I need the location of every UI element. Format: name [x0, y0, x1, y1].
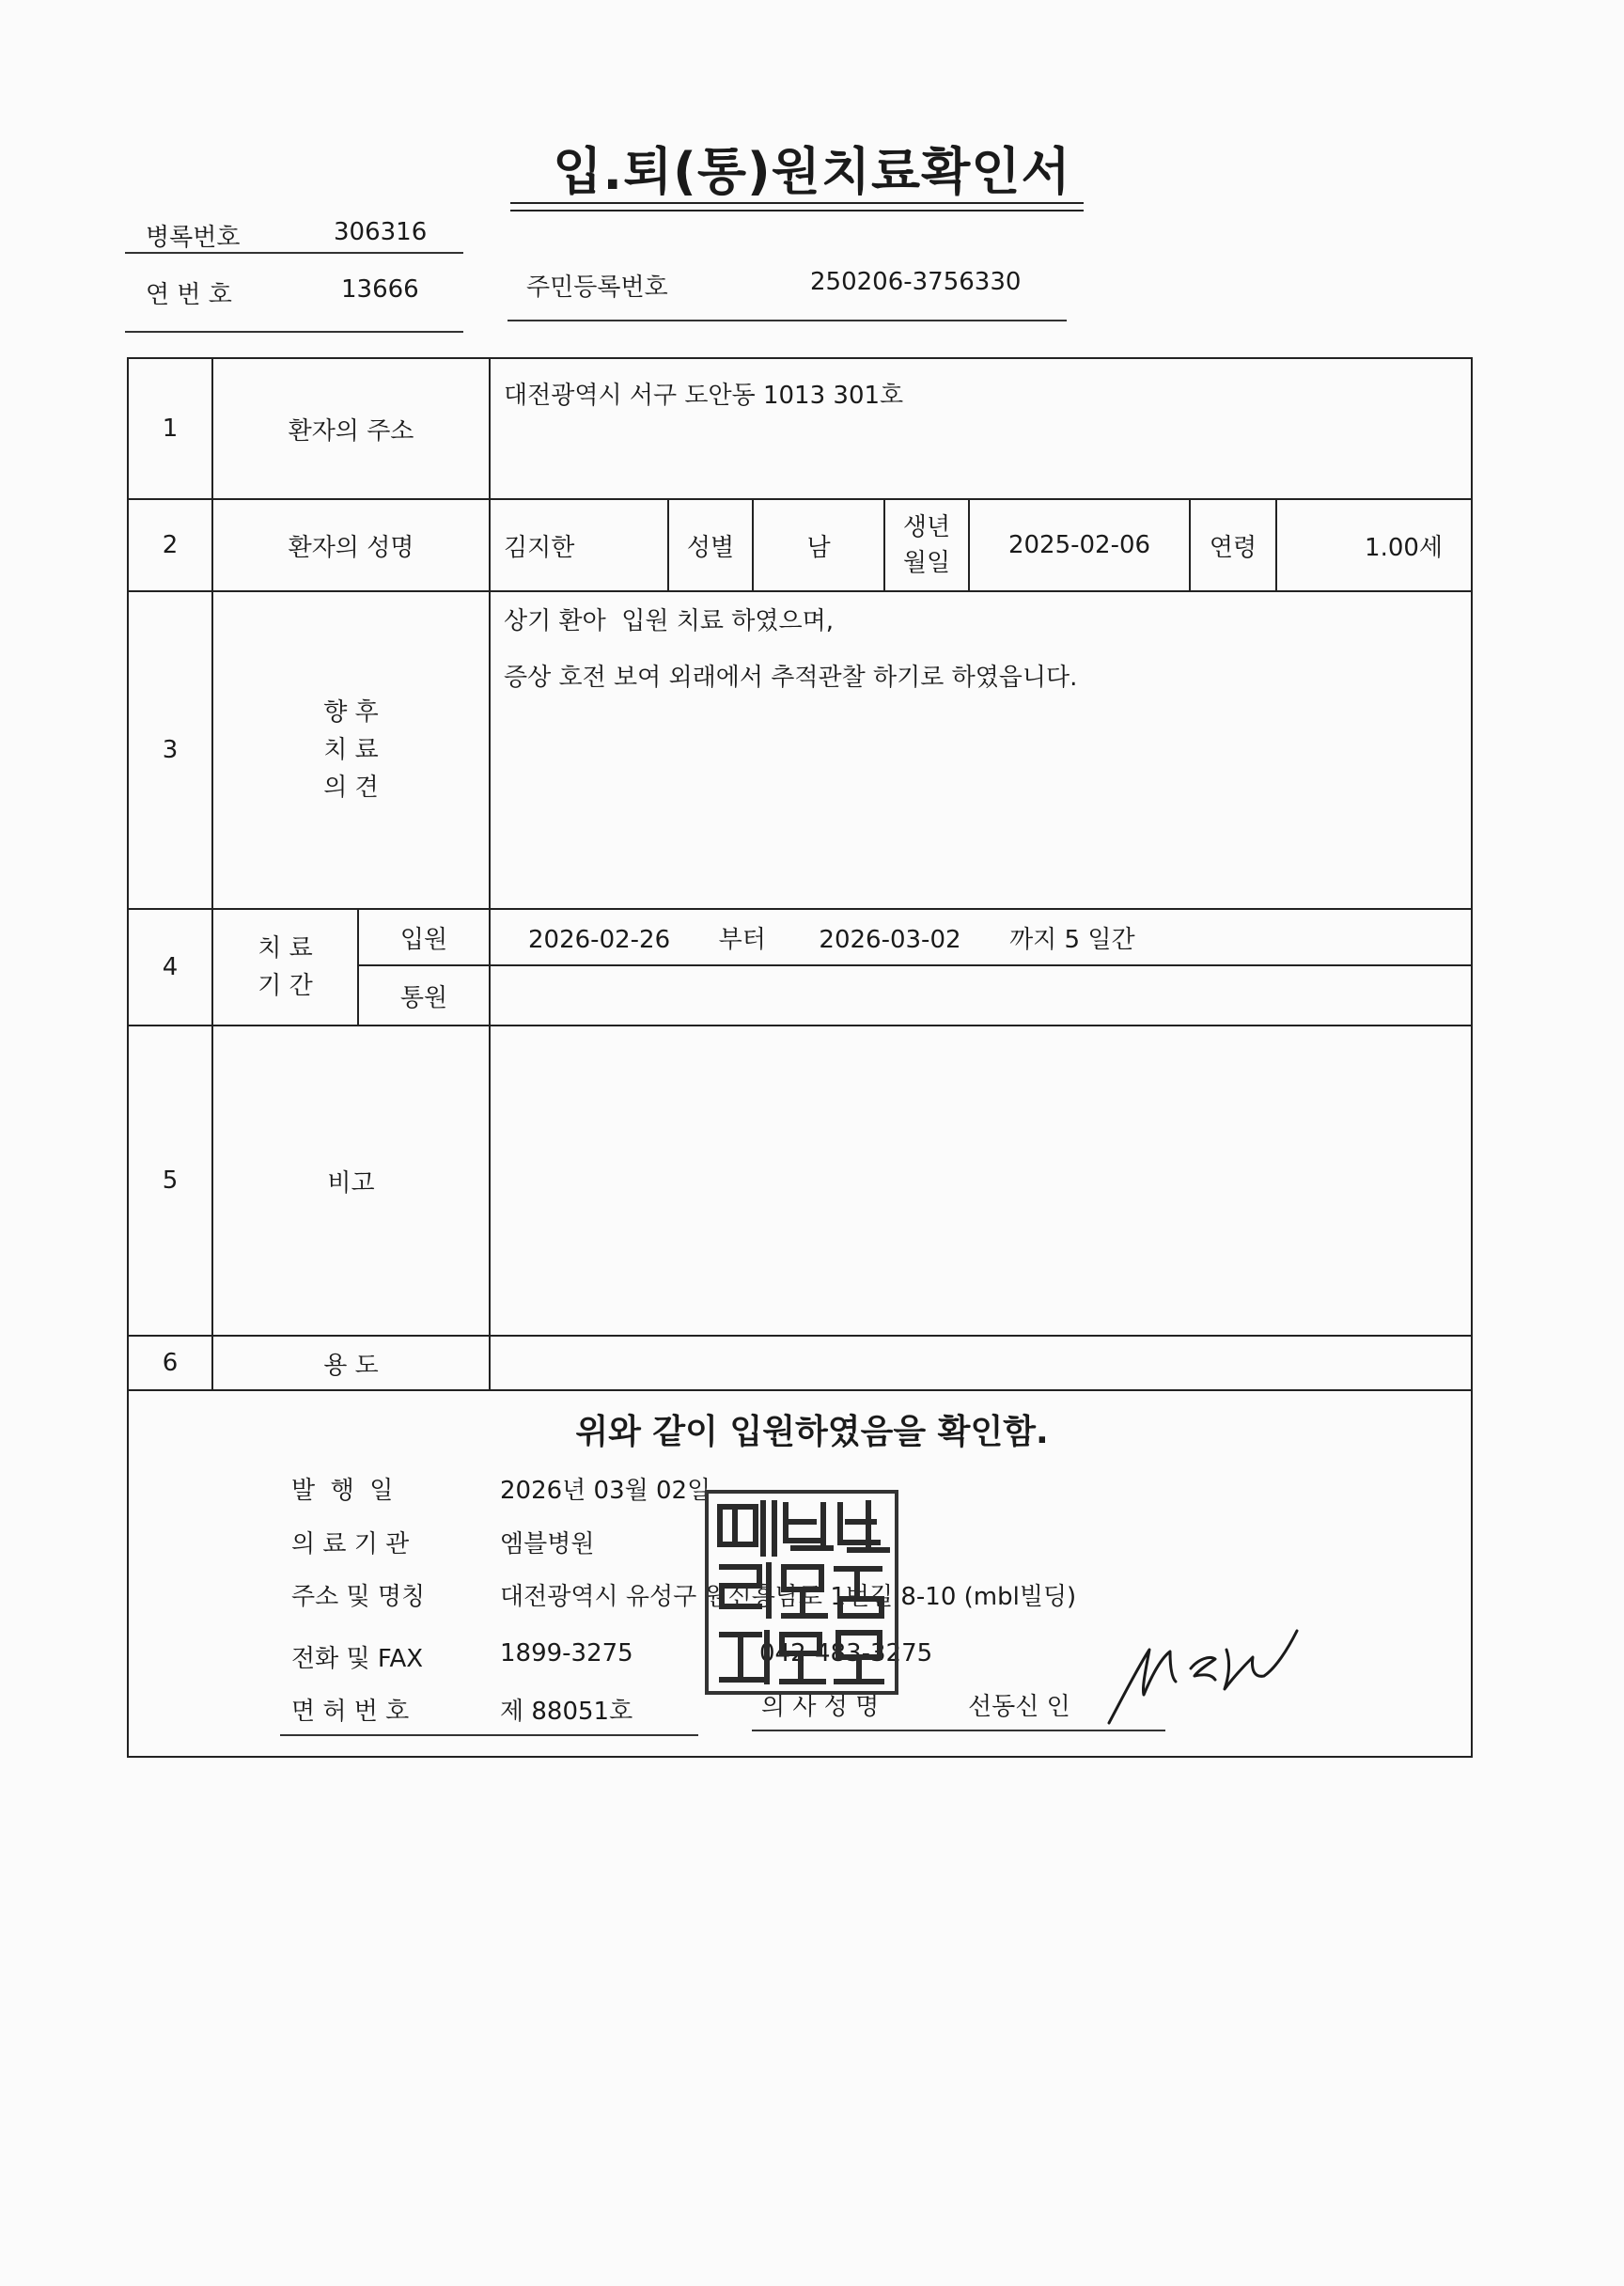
- period-label-line2: 기 간: [258, 972, 313, 1000]
- row-number: 1: [128, 358, 212, 499]
- resident-no-underline: [508, 320, 1067, 321]
- phone-label: 전화 및 FAX: [291, 1645, 424, 1673]
- chart-no-underline: [125, 252, 463, 254]
- dob-label: [884, 499, 969, 591]
- inpatient-to: 2026-03-02: [819, 925, 961, 954]
- opinion-line2: 증상 호전 보여 외래에서 추적관찰 하기로 하였읍니다.: [504, 664, 1078, 692]
- sex-label: 성별: [668, 499, 753, 591]
- opinion-label-line1: 향 후: [323, 698, 379, 727]
- address-value: 대전광역시 서구 도안동 1013 301호: [490, 358, 1472, 499]
- address-label: 환자의 주소: [212, 358, 490, 499]
- row-number: 3: [128, 591, 212, 909]
- dob-label-line2: 월일: [902, 549, 951, 577]
- inpatient-to-suffix: 까지 5 일간: [1009, 925, 1135, 954]
- inpatient-from: 2026-02-26: [528, 925, 671, 954]
- row-opinion: [128, 591, 1472, 909]
- issue-date: 2026년 03월 02일: [500, 1477, 711, 1505]
- phone-number: 1899-3275: [500, 1639, 633, 1668]
- name-label: 환자의 성명: [212, 499, 490, 591]
- row-number: 2: [128, 499, 212, 591]
- sex-value: 남: [753, 499, 884, 591]
- opinion-label-line2: 치 료: [323, 736, 379, 764]
- row-number: 4: [128, 909, 212, 1026]
- license-number: 제 88051호: [500, 1698, 633, 1726]
- age-label: 연령: [1190, 499, 1276, 591]
- hospital-seal-stamp: [705, 1490, 898, 1695]
- serial-no-value: 13666: [341, 275, 419, 304]
- doctor-signature-icon: [1104, 1612, 1311, 1738]
- outpatient-period: [490, 965, 1472, 1026]
- period-label-line1: 치 료: [258, 934, 313, 963]
- purpose-value: [490, 1336, 1472, 1390]
- remarks-label: 비고: [212, 1026, 490, 1336]
- seal-glyphs-icon: [709, 1494, 895, 1691]
- serial-no-label: 연 번 호: [146, 281, 232, 309]
- chart-no-value: 306316: [334, 218, 428, 246]
- address-label-footer: 주소 및 명칭: [291, 1583, 426, 1611]
- opinion-text: [490, 591, 1472, 909]
- row-number: 6: [128, 1336, 212, 1390]
- patient-name: 김지한: [490, 499, 668, 591]
- document-title: 입.퇴(통)원치료확인서: [553, 142, 1071, 201]
- age-value: 1.00세: [1276, 499, 1472, 591]
- resident-no-label: 주민등록번호: [526, 274, 668, 302]
- row-purpose: [128, 1336, 1472, 1390]
- address-part2: 원신흥남로 1번길 8-10 (mbl빌딩): [704, 1583, 1077, 1611]
- doctor-label: 의 사 성 명: [761, 1693, 880, 1721]
- row-remarks: [128, 1026, 1472, 1336]
- doctor-name: 선동신 인: [968, 1693, 1070, 1721]
- confirm-text: 위와 같이 입원하였음을 확인함.: [575, 1413, 1049, 1451]
- purpose-label: 용 도: [212, 1336, 490, 1390]
- resident-no-value: 250206-3756330: [810, 268, 1022, 296]
- outpatient-label: 통원: [358, 965, 490, 1026]
- inpatient-from-suffix: 부터: [718, 925, 766, 954]
- serial-no-underline: [125, 331, 463, 333]
- opinion-label: [212, 591, 490, 909]
- title-underline-2: [510, 210, 1084, 211]
- address-part1: 대전광역시 유성구: [500, 1583, 705, 1611]
- inpatient-period: [490, 909, 1472, 965]
- row-number: 5: [128, 1026, 212, 1336]
- issue-date-label: 발 행 일: [291, 1477, 394, 1505]
- row-name: [128, 499, 1472, 591]
- fax-number: 042-483-3275: [759, 1639, 933, 1668]
- license-label: 면 허 번 호: [291, 1698, 410, 1726]
- dob-value: 2025-02-06: [969, 499, 1190, 591]
- title-underline: [510, 202, 1084, 204]
- period-label: [212, 909, 358, 1026]
- institution-label: 의 료 기 관: [291, 1530, 410, 1558]
- opinion-line1: 상기 환아 입원 치료 하였으며,: [504, 607, 834, 635]
- remarks-value: [490, 1026, 1472, 1336]
- institution-name: 엠블병원: [500, 1530, 595, 1558]
- doctor-underline: [752, 1730, 1165, 1731]
- chart-no-label: 병록번호: [146, 224, 241, 252]
- opinion-label-line3: 의 견: [323, 774, 379, 802]
- row-address: [128, 358, 1472, 499]
- row-period-inpatient: [128, 909, 1472, 965]
- inpatient-label: 입원: [358, 909, 490, 965]
- dob-label-line1: 생년: [902, 513, 951, 541]
- license-underline: [280, 1734, 698, 1736]
